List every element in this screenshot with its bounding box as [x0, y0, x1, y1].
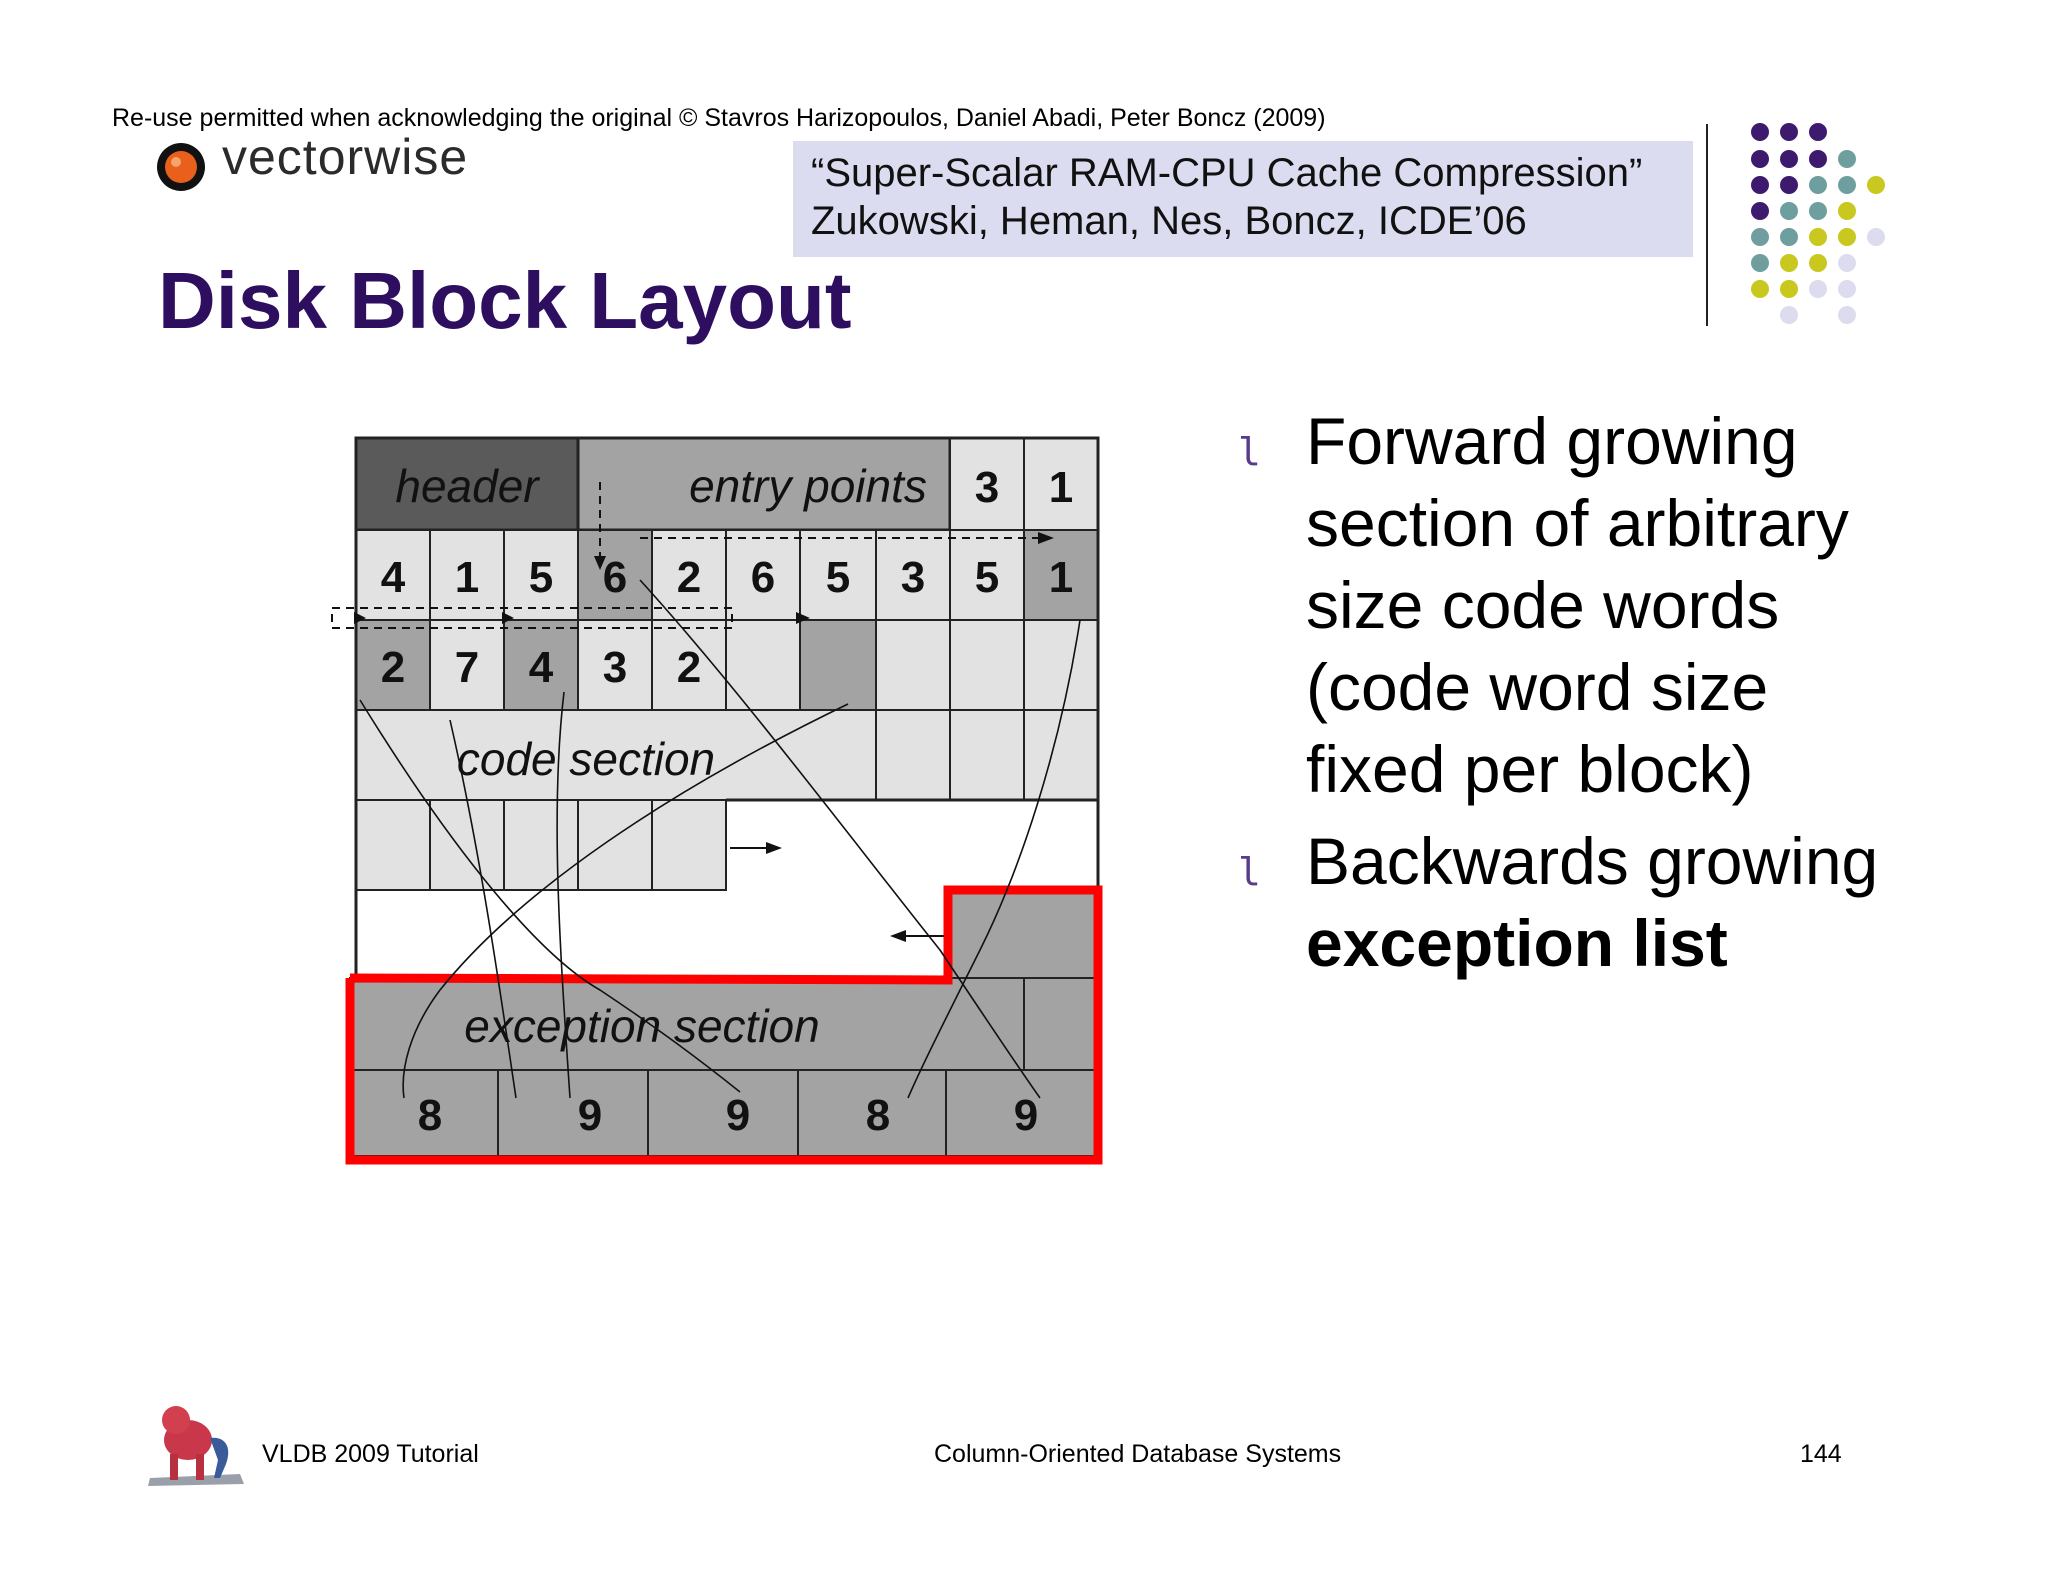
code-digit: 7 — [454, 643, 480, 692]
decorative-dots-icon — [1748, 122, 1898, 328]
lion-statue-icon — [140, 1398, 250, 1488]
code-digit: 3 — [900, 553, 926, 602]
bullet-marker: l — [1238, 430, 1261, 474]
code-digit: 2 — [676, 553, 702, 602]
code-digit: 1 — [454, 553, 480, 602]
disk-block-diagram — [320, 430, 1110, 1170]
exception-digit: 8 — [865, 1091, 891, 1140]
code-digit: 3 — [602, 643, 628, 692]
code-digit: 5 — [974, 553, 1000, 602]
copyright-notice: Re-use permitted when acknowledging the original © Stavros Harizopoulos, Daniel Abadi, Peter Boncz (2009) — [112, 104, 1326, 132]
code-digit: 2 — [380, 643, 406, 692]
reference-box — [793, 141, 1693, 257]
code-digit: 6 — [602, 553, 628, 602]
code-section-label: code section — [456, 733, 716, 785]
code-digit: 5 — [528, 553, 554, 602]
code-digit: 4 — [380, 553, 406, 602]
footer-title: Column-Oriented Database Systems — [934, 1440, 1342, 1468]
page-number: 144 — [1800, 1440, 1842, 1468]
code-digit: 4 — [528, 643, 554, 692]
exception-digit: 8 — [417, 1091, 443, 1140]
exception-section-label: exception section — [464, 1000, 820, 1052]
divider-line — [1706, 124, 1708, 326]
top-right-digit: 1 — [1048, 463, 1074, 512]
bullet-marker: l — [1238, 850, 1261, 894]
bullet-backwards-growing: Backwards growing exception list — [1306, 824, 1879, 980]
bullet-forward-growing: Forward growing section of arbitrary size code words (code word size fixed per block) — [1306, 404, 1849, 806]
code-digit: 2 — [676, 643, 702, 692]
logo-text: vectorwise — [222, 129, 469, 185]
reference-title: “Super-Scalar RAM-CPU Cache Compression” — [811, 151, 1643, 195]
header-label: header — [395, 460, 539, 512]
code-digit: 1 — [1048, 553, 1074, 602]
footer-event: VLDB 2009 Tutorial — [262, 1440, 479, 1468]
entry-points-label: entry points — [689, 460, 927, 512]
exception-digit: 9 — [725, 1091, 751, 1140]
code-digit: 5 — [825, 553, 851, 602]
code-digit: 6 — [750, 553, 776, 602]
reference-authors: Zukowski, Heman, Nes, Boncz, ICDE’06 — [811, 199, 1527, 243]
slide-title: Disk Block Layout — [158, 256, 852, 345]
exception-digit: 9 — [1013, 1091, 1039, 1140]
exception-digit: 9 — [577, 1091, 603, 1140]
top-right-digit: 3 — [974, 463, 1000, 512]
